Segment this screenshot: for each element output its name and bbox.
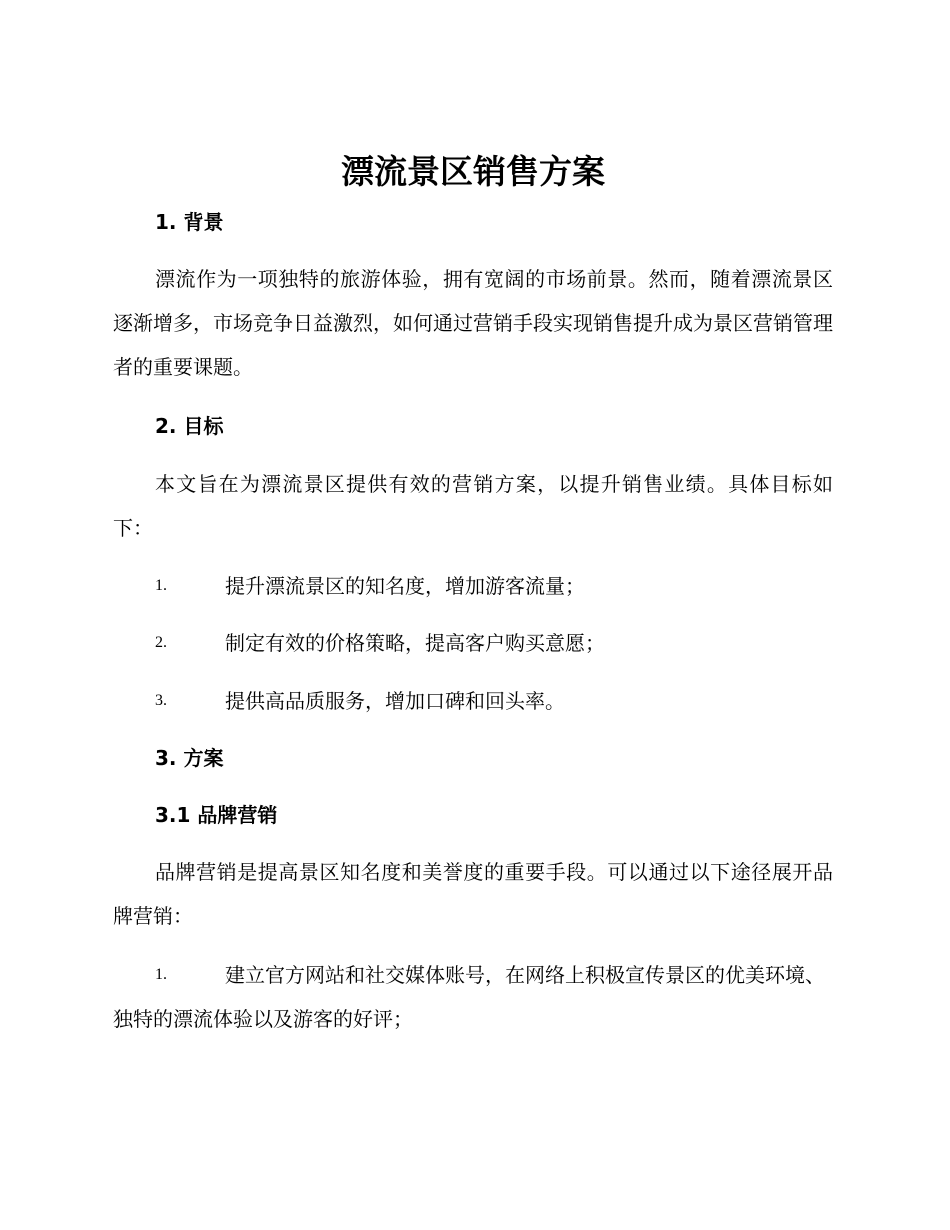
list-item-text: 提供高品质服务，增加口碑和回头率。 <box>225 689 565 713</box>
background-paragraph: 漂流作为一项独特的旅游体验，拥有宽阔的市场前景。然而，随着漂流景区逐渐增多，市场竞争日益激烈，如何通过营销手段实现销售提升成为景区营销管理者的重要课题。 <box>113 267 833 379</box>
brand-marketing-paragraph: 品牌营销是提高景区知名度和美誉度的重要手段。可以通过以下途径展开品牌营销： <box>113 860 833 928</box>
list-number: 3. <box>155 692 167 709</box>
section-heading-background: 1. 背景 <box>155 210 224 234</box>
document-page <box>113 0 833 1230</box>
list-number: 1. <box>155 966 167 983</box>
brand-list-item-1 <box>113 953 833 1041</box>
list-item-text: 提升漂流景区的知名度，增加游客流量； <box>225 574 585 598</box>
list-item-text: 制定有效的价格策略，提高客户购买意愿； <box>225 631 605 655</box>
goal-list-item-3 <box>113 679 833 723</box>
list-number: 1. <box>155 577 167 594</box>
list-number: 2. <box>155 634 167 651</box>
list-item-text: 建立官方网站和社交媒体账号，在网络上积极宣传景区的优美环境、独特的漂流体验以及游客的好评； <box>113 963 825 1031</box>
section-heading-goals: 2. 目标 <box>155 414 224 438</box>
goal-list-item-2 <box>113 621 833 665</box>
subsection-heading-brand-marketing: 3.1 品牌营销 <box>155 803 278 827</box>
goal-list-item-1 <box>113 564 833 608</box>
document-title: 漂流景区销售方案 <box>341 152 605 191</box>
section-heading-plan: 3. 方案 <box>155 746 224 770</box>
goals-paragraph: 本文旨在为漂流景区提供有效的营销方案，以提升销售业绩。具体目标如下： <box>113 472 833 540</box>
